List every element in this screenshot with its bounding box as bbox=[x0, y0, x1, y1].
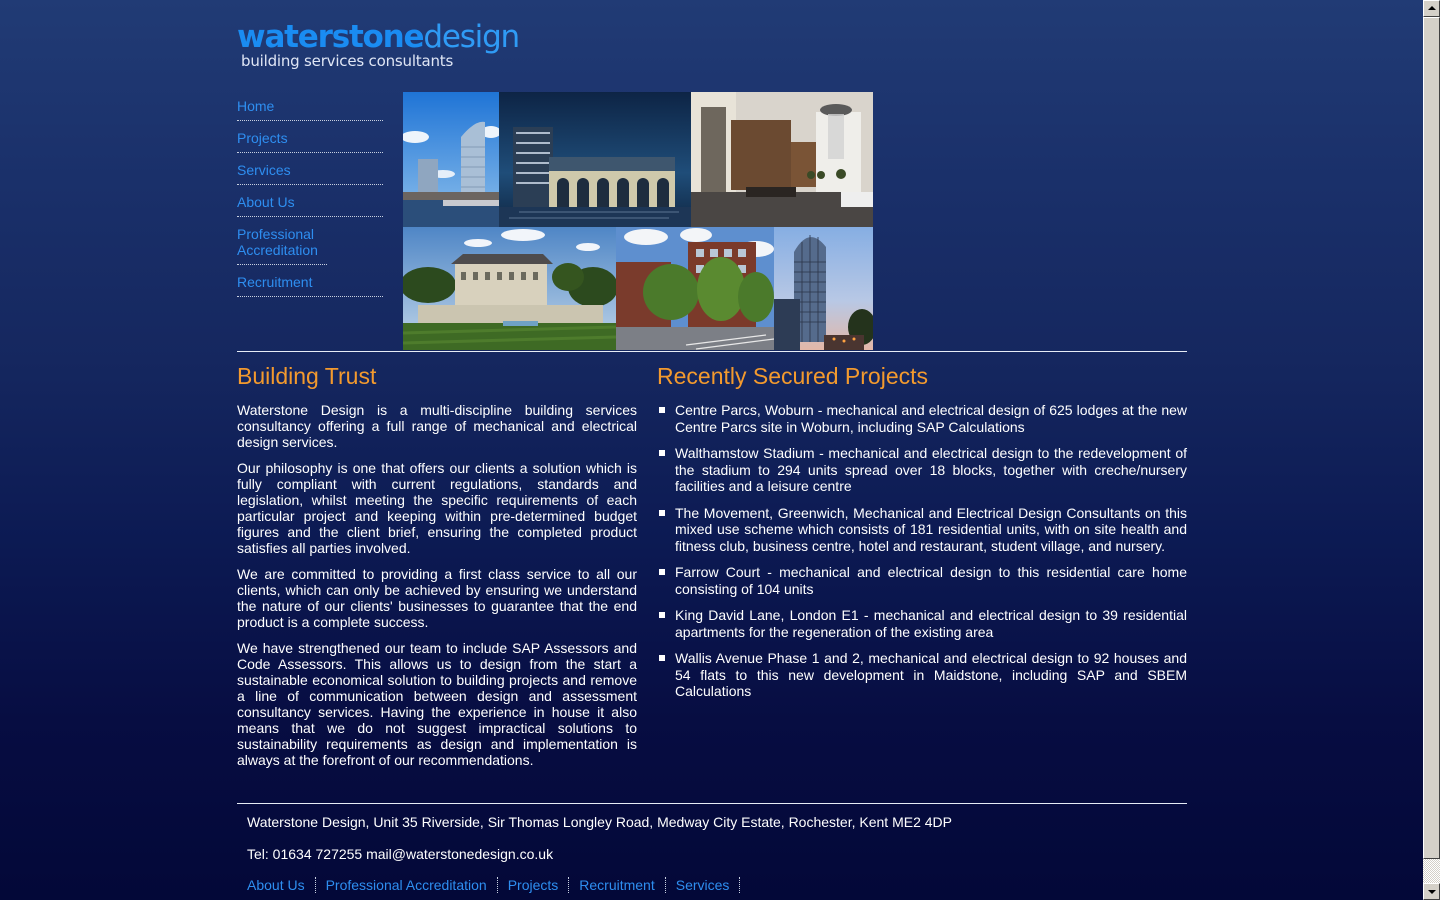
square-bullet-icon bbox=[659, 612, 665, 618]
list-item bbox=[657, 505, 1187, 555]
sidebar-item-recruitment[interactable]: Recruitment bbox=[237, 272, 383, 297]
footer-divider bbox=[237, 803, 1187, 804]
footer-link-recruitment[interactable]: Recruitment bbox=[569, 877, 665, 893]
list-item bbox=[657, 445, 1187, 495]
project-text: Centre Parcs, Woburn - mechanical and electrical design of 625 lodges at the new Centre Parcs site in Woburn, including SAP Calculations bbox=[675, 402, 1187, 435]
scroll-up-button[interactable] bbox=[1423, 0, 1440, 17]
recent-projects-heading: Recently Secured Projects bbox=[657, 363, 929, 389]
list-item bbox=[657, 607, 1187, 640]
list-item bbox=[657, 402, 1187, 435]
night-riverside-building-photo bbox=[499, 92, 691, 227]
sidebar-item-projects[interactable]: Projects bbox=[237, 128, 383, 153]
project-text: Wallis Avenue Phase 1 and 2, mechanical and electrical design to 92 houses and 54 flats to this new development in Maidstone, including SAP and SBEM Calculations bbox=[675, 650, 1187, 699]
list-item bbox=[657, 564, 1187, 597]
project-text: Farrow Court - mechanical and electrical design to this residential care home consisting of 104 units bbox=[675, 564, 1187, 597]
project-text: The Movement, Greenwich, Mechanical and Electrical Design Consultants on this mixed use scheme which consists of 181 residential units, with on site health and fitness club, business centre, hotel and restaurant, student village, and nursery. bbox=[675, 504, 1187, 554]
project-image-gallery bbox=[403, 92, 873, 350]
project-text: King David Lane, London E1 - mechanical and electrical design to 39 residential apartments for the regeneration of the existing area bbox=[675, 607, 1187, 640]
brick-apartment-block-photo bbox=[616, 227, 774, 350]
square-bullet-icon bbox=[659, 510, 665, 516]
arrow-up-icon bbox=[1428, 6, 1436, 10]
header-divider bbox=[237, 351, 1187, 352]
waterfront-towers-photo bbox=[403, 92, 499, 227]
square-bullet-icon bbox=[659, 407, 665, 413]
country-mansion-photo bbox=[403, 227, 616, 350]
recent-projects-section bbox=[657, 362, 1187, 710]
project-text: Walthamstow Stadium - mechanical and electrical design to the redevelopment of the stadium to 294 units spread over 18 blocks, together with creche/nursery facilities and a leisure centre bbox=[675, 445, 1187, 494]
footer bbox=[247, 814, 1187, 893]
sidebar-item-services[interactable]: Services bbox=[237, 160, 383, 185]
square-bullet-icon bbox=[659, 655, 665, 661]
sidebar-nav bbox=[237, 96, 383, 304]
square-bullet-icon bbox=[659, 569, 665, 575]
scrollbar-thumb[interactable] bbox=[1423, 17, 1440, 859]
intro-paragraph: Waterstone Design is a multi-discipline building services consultancy offering a full range of mechanical and electrical design services. bbox=[237, 402, 637, 450]
footer-contact: Tel: 01634 727255 mail@waterstonedesign.co.uk bbox=[247, 846, 554, 862]
list-item bbox=[657, 650, 1187, 700]
hotel-lobby-interior-photo bbox=[691, 92, 873, 227]
vertical-scrollbar[interactable] bbox=[1423, 0, 1440, 900]
oval-glass-tower-photo bbox=[774, 227, 873, 350]
sidebar-item-about-us[interactable]: About Us bbox=[237, 192, 383, 217]
footer-link-services[interactable]: Services bbox=[666, 877, 741, 893]
footer-link-professional-accreditation[interactable]: Professional Accreditation bbox=[316, 877, 498, 893]
scroll-down-button[interactable] bbox=[1423, 883, 1440, 900]
footer-address: Waterstone Design, Unit 35 Riverside, Sir Thomas Longley Road, Medway City Estate, Rochester, Kent ME2 4DP bbox=[247, 814, 952, 830]
footer-link-projects[interactable]: Projects bbox=[498, 877, 570, 893]
footer-nav bbox=[247, 877, 1187, 893]
logo-light-text: design bbox=[423, 19, 519, 55]
sidebar-item-home[interactable]: Home bbox=[237, 96, 383, 121]
logo-wordmark bbox=[237, 20, 519, 54]
philosophy-paragraph: Our philosophy is one that offers our clients a solution which is fully compliant with current regulations, standards and legislation, whilst meeting the specific requirements of each particular project and keeping within pre-determined budget figures and the client brief, ensuring the completed product satisfies all parties involved. bbox=[237, 460, 637, 556]
arrow-down-icon bbox=[1428, 890, 1436, 894]
sidebar-item-professional-accreditation[interactable]: Professional Accreditation bbox=[237, 224, 327, 265]
logo-bold-text: waterstone bbox=[237, 19, 424, 55]
logo[interactable] bbox=[237, 20, 519, 70]
footer-link-about-us[interactable]: About Us bbox=[247, 877, 316, 893]
square-bullet-icon bbox=[659, 450, 665, 456]
projects-list bbox=[657, 402, 1187, 700]
assessors-paragraph: We have strengthened our team to include SAP Assessors and Code Assessors. This allows us to design from the start a sustainable economical solution to building projects and remove a line of communication between design and assessment consultancy services. Having the experience in house it also means that we do not suggest impractical solutions to sustainability requirements as design and implementation is always at the forefront of our recommendations. bbox=[237, 640, 637, 768]
commitment-paragraph: We are committed to providing a first class service to all our clients, which can only be achieved by ensuring we understand the nature of our clients' businesses to guarantee that the end product is a complete success. bbox=[237, 566, 637, 630]
building-trust-section bbox=[237, 362, 637, 778]
building-trust-heading: Building Trust bbox=[237, 363, 377, 389]
logo-tagline: building services consultants bbox=[241, 52, 454, 70]
